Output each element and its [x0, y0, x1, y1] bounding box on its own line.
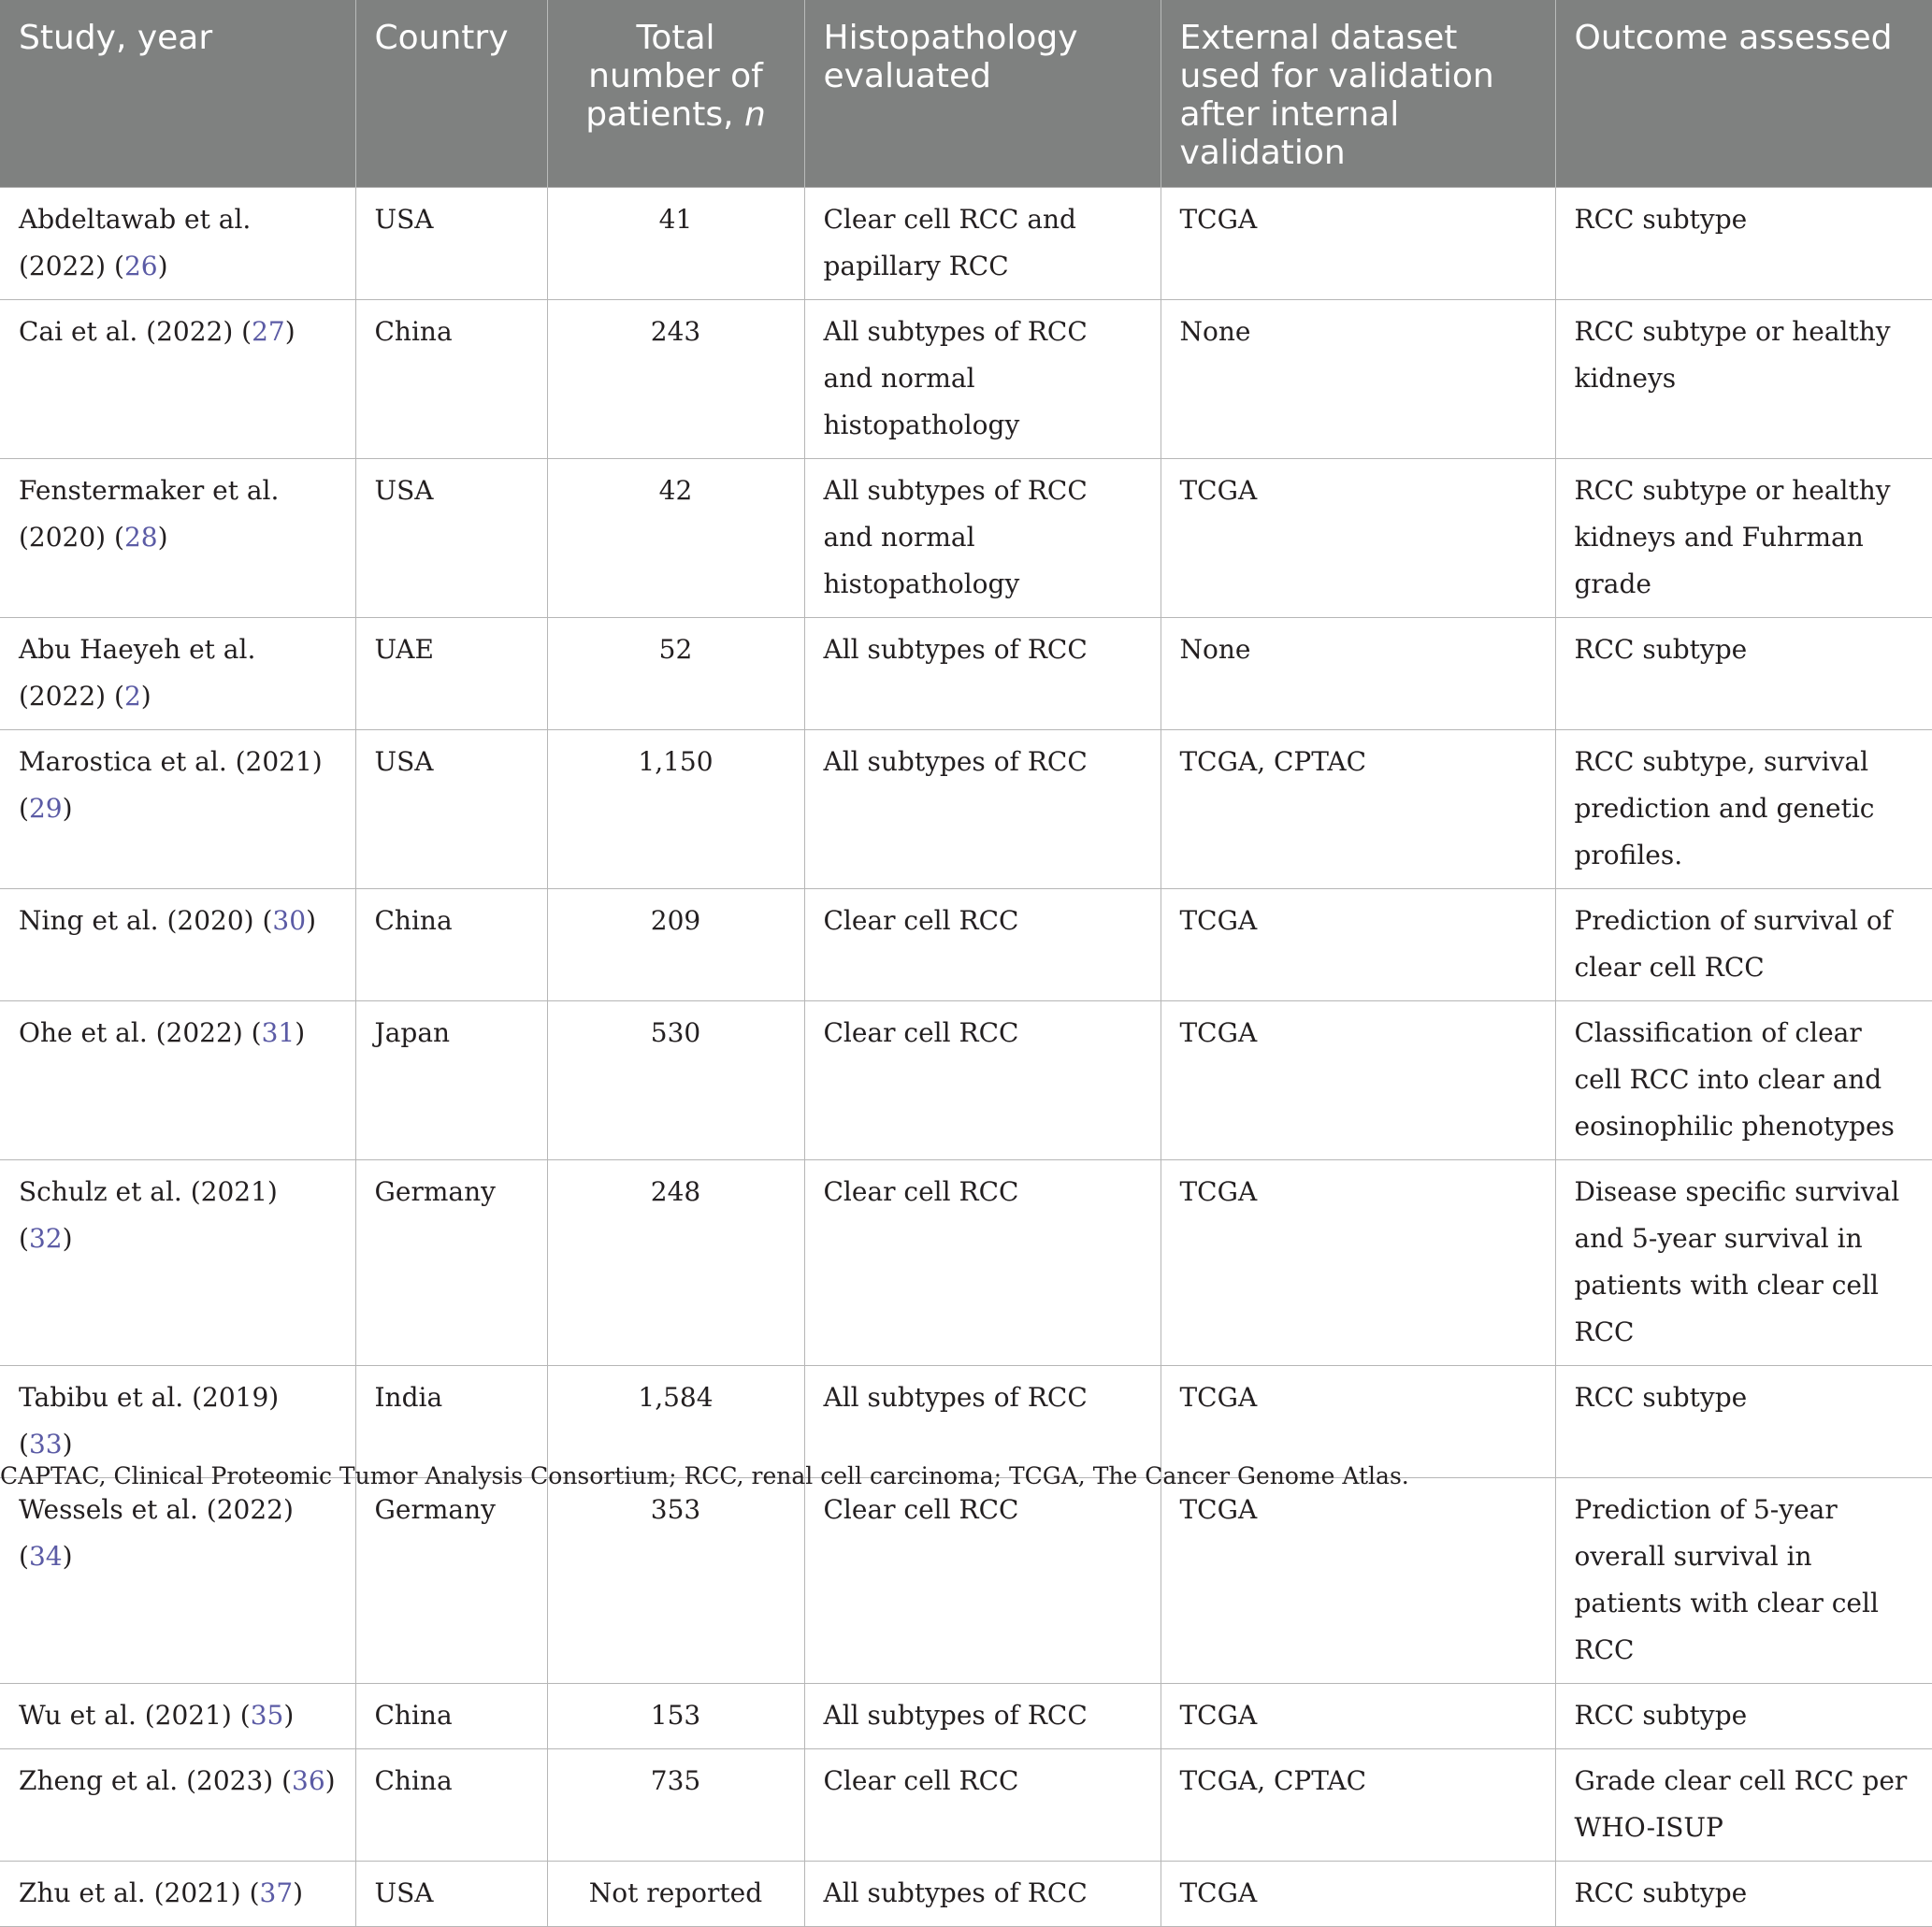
- study-name: Abu Haeyeh et al. (2022) (: [19, 634, 256, 712]
- external-dataset-cell: TCGA, CPTAC: [1161, 730, 1555, 889]
- study-cell: [0, 889, 355, 1001]
- country-cell: USA: [355, 188, 547, 300]
- study-cell: [0, 459, 355, 618]
- reference-link[interactable]: 32: [28, 1223, 63, 1254]
- study-name: Fenstermaker et al. (2020) (: [19, 475, 280, 553]
- reference-link[interactable]: 2: [123, 681, 141, 712]
- reference-close-paren: ): [62, 1541, 73, 1572]
- table-row: [0, 1684, 1932, 1749]
- outcome-cell: RCC subtype: [1555, 618, 1932, 730]
- external-dataset-cell: TCGA: [1161, 1160, 1555, 1366]
- outcome-cell: Grade clear cell RCC per WHO-ISUP: [1555, 1749, 1932, 1862]
- external-dataset-cell: TCGA: [1161, 1001, 1555, 1160]
- table-row: [0, 1862, 1932, 1927]
- patients-cell: 530: [547, 1001, 804, 1160]
- study-name: Cai et al. (2022) (: [19, 316, 252, 347]
- country-cell: USA: [355, 730, 547, 889]
- header-patients: Total number of patients, n: [547, 0, 804, 188]
- reference-link[interactable]: 31: [261, 1017, 296, 1048]
- study-name: Tabibu et al. (2019) (: [19, 1382, 280, 1460]
- reference-link[interactable]: 28: [123, 522, 158, 553]
- study-name: Ning et al. (2020) (: [19, 905, 273, 936]
- study-cell: [0, 1001, 355, 1160]
- study-name: Schulz et al. (2021) (: [19, 1176, 278, 1254]
- reference-link[interactable]: 33: [28, 1429, 63, 1460]
- external-dataset-cell: None: [1161, 300, 1555, 459]
- table-body: [0, 188, 1932, 1927]
- reference-close-paren: ): [306, 905, 316, 936]
- histopathology-cell: All subtypes of RCC: [804, 1862, 1161, 1927]
- patients-cell: 1,584: [547, 1366, 804, 1478]
- patients-cell: 1,150: [547, 730, 804, 889]
- outcome-cell: RCC subtype: [1555, 1684, 1932, 1749]
- study-cell: [0, 300, 355, 459]
- header-country: Country: [355, 0, 547, 188]
- patients-cell: 52: [547, 618, 804, 730]
- histopathology-cell: All subtypes of RCC: [804, 618, 1161, 730]
- table-row: [0, 889, 1932, 1001]
- outcome-cell: RCC subtype, survival prediction and genetic profiles.: [1555, 730, 1932, 889]
- patients-cell: 248: [547, 1160, 804, 1366]
- histopathology-cell: All subtypes of RCC: [804, 1684, 1161, 1749]
- study-cell: [0, 1684, 355, 1749]
- reference-close-paren: ): [157, 522, 168, 553]
- country-cell: India: [355, 1366, 547, 1478]
- histopathology-cell: Clear cell RCC: [804, 1749, 1161, 1862]
- reference-close-paren: ): [324, 1765, 336, 1796]
- patients-cell: 153: [547, 1684, 804, 1749]
- table-row: [0, 1160, 1932, 1366]
- histopathology-cell: All subtypes of RCC: [804, 730, 1161, 889]
- external-dataset-cell: TCGA: [1161, 1684, 1555, 1749]
- study-cell: [0, 618, 355, 730]
- patients-cell: 735: [547, 1749, 804, 1862]
- histopathology-cell: Clear cell RCC: [804, 1160, 1161, 1366]
- outcome-cell: Classification of clear cell RCC into clear and eosinophilic phenotypes: [1555, 1001, 1932, 1160]
- histopathology-cell: All subtypes of RCC and normal histopathology: [804, 300, 1161, 459]
- external-dataset-cell: TCGA: [1161, 889, 1555, 1001]
- study-name: Wu et al. (2021) (: [19, 1700, 251, 1731]
- reference-close-paren: ): [157, 251, 168, 281]
- country-cell: China: [355, 300, 547, 459]
- header-patients-n: n: [743, 95, 766, 134]
- outcome-cell: RCC subtype or healthy kidneys: [1555, 300, 1932, 459]
- study-cell: [0, 1749, 355, 1862]
- histopathology-cell: Clear cell RCC: [804, 1001, 1161, 1160]
- outcome-cell: Prediction of 5-year overall survival in patients with clear cell RCC: [1555, 1478, 1932, 1684]
- external-dataset-cell: TCGA: [1161, 188, 1555, 300]
- outcome-cell: Disease specific survival and 5-year survival in patients with clear cell RCC: [1555, 1160, 1932, 1366]
- country-cell: China: [355, 1684, 547, 1749]
- patients-cell: 243: [547, 300, 804, 459]
- table-footnote: CAPTAC, Clinical Proteomic Tumor Analysis Consortium; RCC, renal cell carcinoma; TCGA, The Cancer Genome Atlas.: [0, 1462, 1409, 1489]
- reference-link[interactable]: 37: [259, 1877, 294, 1908]
- reference-close-paren: ): [140, 681, 151, 712]
- study-cell: [0, 1366, 355, 1478]
- country-cell: Japan: [355, 1001, 547, 1160]
- table-row: [0, 618, 1932, 730]
- outcome-cell: RCC subtype: [1555, 1366, 1932, 1478]
- country-cell: UAE: [355, 618, 547, 730]
- study-name: Zhu et al. (2021) (: [19, 1877, 260, 1908]
- reference-close-paren: ): [283, 1700, 295, 1731]
- reference-link[interactable]: 29: [28, 793, 63, 824]
- table-row: [0, 1478, 1932, 1684]
- reference-link[interactable]: 36: [292, 1765, 325, 1796]
- patients-cell: 41: [547, 188, 804, 300]
- outcome-cell: RCC subtype or healthy kidneys and Fuhrman grade: [1555, 459, 1932, 618]
- external-dataset-cell: TCGA: [1161, 1862, 1555, 1927]
- table-row: [0, 1366, 1932, 1478]
- external-dataset-cell: None: [1161, 618, 1555, 730]
- study-cell: [0, 1160, 355, 1366]
- reference-link[interactable]: 27: [252, 316, 285, 347]
- reference-close-paren: ): [284, 316, 296, 347]
- histopathology-cell: All subtypes of RCC and normal histopathology: [804, 459, 1161, 618]
- table-row: [0, 459, 1932, 618]
- study-name: Wessels et al. (2022) (: [19, 1494, 294, 1572]
- table-row: [0, 1749, 1932, 1862]
- study-name: Zheng et al. (2023) (: [19, 1765, 293, 1796]
- header-study: Study, year: [0, 0, 355, 188]
- table-row: [0, 1001, 1932, 1160]
- reference-close-paren: ): [62, 793, 73, 824]
- study-name: Ohe et al. (2022) (: [19, 1017, 262, 1048]
- external-dataset-cell: TCGA, CPTAC: [1161, 1749, 1555, 1862]
- reference-close-paren: ): [295, 1017, 306, 1048]
- country-cell: China: [355, 1749, 547, 1862]
- study-cell: [0, 1478, 355, 1684]
- external-dataset-cell: TCGA: [1161, 1366, 1555, 1478]
- reference-link[interactable]: 30: [272, 905, 307, 936]
- study-name: Abdeltawab et al. (2022) (: [19, 204, 252, 281]
- header-row: [0, 0, 1932, 188]
- histopathology-cell: Clear cell RCC and papillary RCC: [804, 188, 1161, 300]
- patients-cell: Not reported: [547, 1862, 804, 1927]
- histopathology-cell: All subtypes of RCC: [804, 1366, 1161, 1478]
- histopathology-cell: Clear cell RCC: [804, 889, 1161, 1001]
- study-cell: [0, 188, 355, 300]
- outcome-cell: Prediction of survival of clear cell RCC: [1555, 889, 1932, 1001]
- country-cell: Germany: [355, 1160, 547, 1366]
- country-cell: USA: [355, 1862, 547, 1927]
- header-outcome: Outcome assessed: [1555, 0, 1932, 188]
- external-dataset-cell: TCGA: [1161, 1478, 1555, 1684]
- histopathology-cell: Clear cell RCC: [804, 1478, 1161, 1684]
- reference-link[interactable]: 34: [28, 1541, 63, 1572]
- external-dataset-cell: TCGA: [1161, 459, 1555, 618]
- patients-cell: 42: [547, 459, 804, 618]
- country-cell: China: [355, 889, 547, 1001]
- reference-link[interactable]: 35: [250, 1700, 284, 1731]
- table-row: [0, 300, 1932, 459]
- patients-cell: 209: [547, 889, 804, 1001]
- table-row: [0, 188, 1932, 300]
- outcome-cell: RCC subtype: [1555, 1862, 1932, 1927]
- country-cell: Germany: [355, 1478, 547, 1684]
- reference-close-paren: ): [293, 1877, 304, 1908]
- reference-close-paren: ): [62, 1429, 73, 1460]
- outcome-cell: RCC subtype: [1555, 188, 1932, 300]
- study-cell: [0, 1862, 355, 1927]
- study-name: Marostica et al. (2021) (: [19, 746, 323, 824]
- patients-cell: 353: [547, 1478, 804, 1684]
- header-external-dataset: External dataset used for validation after internal validation: [1161, 0, 1555, 188]
- country-cell: USA: [355, 459, 547, 618]
- table-row: [0, 730, 1932, 889]
- header-histopathology: Histopathology evaluated: [804, 0, 1161, 188]
- reference-close-paren: ): [62, 1223, 73, 1254]
- reference-link[interactable]: 26: [123, 251, 158, 281]
- study-cell: [0, 730, 355, 889]
